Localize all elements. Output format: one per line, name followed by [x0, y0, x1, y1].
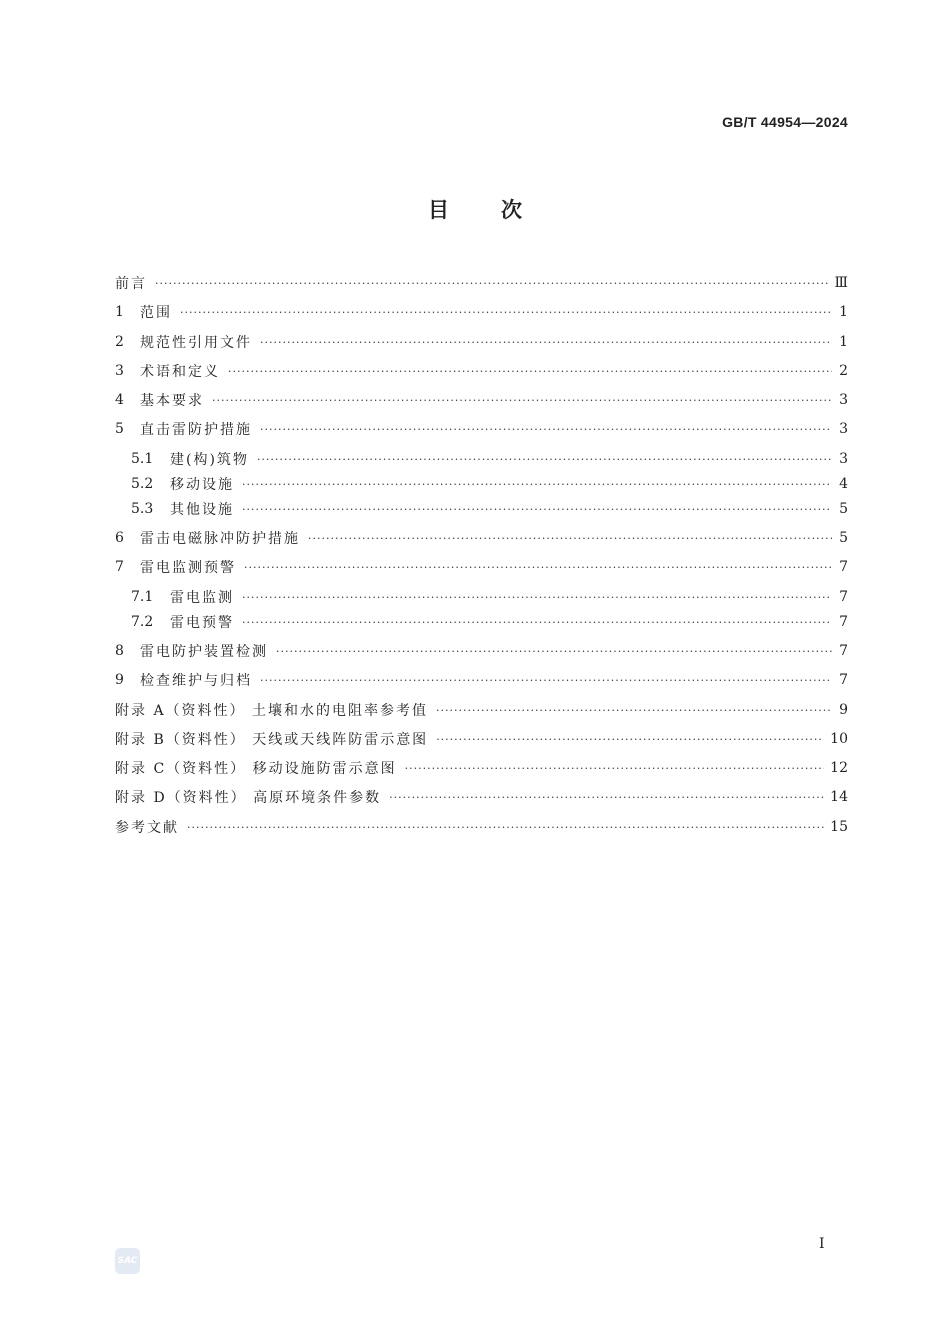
toc-entry-number: 7	[115, 559, 124, 575]
dot-leader	[242, 591, 832, 604]
toc-entry-page: 3	[839, 451, 848, 467]
dot-leader	[244, 561, 832, 574]
toc-entry-number: 9	[115, 672, 124, 688]
dot-leader	[212, 394, 832, 407]
dot-leader	[260, 423, 832, 436]
toc-entry-label: 雷电预警	[170, 615, 234, 631]
toc-entry-page: 2	[839, 363, 848, 379]
toc-entry-page: 1	[839, 334, 848, 350]
toc-entry-page: 14	[830, 789, 848, 805]
toc-entry-number: 1	[115, 304, 124, 320]
dot-leader	[260, 674, 832, 687]
toc-entry-label: 其他设施	[170, 502, 234, 518]
toc-entry[interactable]	[115, 528, 848, 548]
toc-entry-page: 12	[830, 760, 848, 776]
toc-entry[interactable]	[115, 641, 848, 661]
toc-entry[interactable]	[115, 419, 848, 439]
dot-leader	[242, 616, 832, 629]
toc-entry[interactable]	[115, 729, 848, 749]
dot-leader	[436, 733, 824, 746]
toc-entry-page: 5	[839, 501, 848, 517]
toc-entry-label: 术语和定义	[140, 364, 220, 380]
toc-entry[interactable]	[115, 670, 848, 690]
toc-entry-label: 参考文献	[115, 820, 179, 836]
toc-entry-number: 7.2	[131, 614, 154, 630]
toc-entry-number: 3	[115, 363, 124, 379]
toc-entry[interactable]	[131, 474, 848, 494]
toc-entry[interactable]	[115, 817, 848, 837]
toc-entry[interactable]	[115, 557, 848, 577]
dot-leader	[242, 478, 832, 491]
toc-entry-number: 5.1	[131, 451, 154, 467]
toc-entry-page: 7	[839, 559, 848, 575]
toc-entry[interactable]	[115, 273, 848, 293]
dot-leader	[180, 306, 832, 319]
dot-leader	[276, 645, 832, 658]
toc-entry[interactable]	[115, 758, 848, 778]
dot-leader	[389, 791, 824, 804]
toc-entry-label: 雷击电磁脉冲防护措施	[140, 531, 300, 547]
toc-entry-page: 9	[839, 702, 848, 718]
toc-entry-page: 1	[839, 304, 848, 320]
toc-entry-label: 雷电监测预警	[140, 560, 236, 576]
dot-leader	[155, 277, 828, 290]
toc-entry-page: 4	[839, 476, 848, 492]
dot-leader	[405, 762, 825, 775]
dot-leader	[242, 503, 832, 516]
toc-entry-label: 雷电监测	[170, 590, 234, 606]
toc-entry-number: 2	[115, 334, 124, 350]
page-title: 目次	[428, 198, 574, 222]
toc-entry-page: 3	[839, 421, 848, 437]
sac-logo: SAC	[115, 1248, 140, 1274]
toc-entry-label: 直击雷防护措施	[140, 422, 252, 438]
toc-entry[interactable]	[131, 612, 848, 632]
toc-entry-label: 附录 C（资料性） 移动设施防雷示意图	[115, 761, 397, 777]
toc-entry-page: 5	[839, 530, 848, 546]
toc-entry-page: 7	[839, 672, 848, 688]
toc-entry[interactable]	[131, 449, 848, 469]
toc-entry-label: 移动设施	[170, 477, 234, 493]
toc-entry-number: 7.1	[131, 589, 154, 605]
dot-leader	[187, 821, 824, 834]
toc-entry-page: 7	[839, 614, 848, 630]
dot-leader	[436, 704, 832, 717]
dot-leader	[257, 453, 832, 466]
page-folio: Ⅰ	[819, 1236, 825, 1252]
toc-entry[interactable]	[115, 787, 848, 807]
toc-entry-page: 10	[830, 731, 848, 747]
toc-entry-number: 5	[115, 421, 124, 437]
toc-entry-label: 附录 A（资料性） 土壤和水的电阻率参考值	[115, 703, 429, 719]
toc-entry-page: 7	[839, 589, 848, 605]
toc-entry-label: 检查维护与归档	[140, 673, 252, 689]
toc-entry-label: 建(构)筑物	[170, 452, 249, 468]
toc-entry[interactable]	[115, 700, 848, 720]
toc-entry-number: 5.3	[131, 501, 154, 517]
toc-entry-label: 基本要求	[140, 393, 204, 409]
toc-entry[interactable]	[115, 390, 848, 410]
toc-entry[interactable]	[131, 587, 848, 607]
toc-entry-label: 附录 B（资料性） 天线或天线阵防雷示意图	[115, 732, 429, 748]
toc-entry-number: 6	[115, 530, 124, 546]
dot-leader	[228, 365, 832, 378]
toc-entry[interactable]	[115, 302, 848, 322]
toc-entry[interactable]	[115, 332, 848, 352]
toc-entry-page: 15	[830, 819, 848, 835]
toc-entry[interactable]	[115, 361, 848, 381]
toc-entry-page: 7	[839, 643, 848, 659]
toc-entry-label: 前言	[115, 276, 147, 292]
toc-entry-label: 规范性引用文件	[140, 335, 252, 351]
toc-entry-label: 附录 D（资料性） 高原环境条件参数	[115, 790, 382, 806]
toc-entry-number: 8	[115, 643, 124, 659]
toc-entry-page: 3	[839, 392, 848, 408]
toc-entry-page: Ⅲ	[834, 275, 848, 291]
toc-entry[interactable]	[131, 499, 848, 519]
toc-entry-label: 范围	[140, 305, 172, 321]
standard-number: GB/T 44954—2024	[722, 114, 848, 130]
toc-entry-number: 5.2	[131, 476, 154, 492]
toc-entry-number: 4	[115, 392, 124, 408]
toc-entry-label: 雷电防护装置检测	[140, 644, 268, 660]
dot-leader	[260, 336, 832, 349]
dot-leader	[308, 532, 832, 545]
